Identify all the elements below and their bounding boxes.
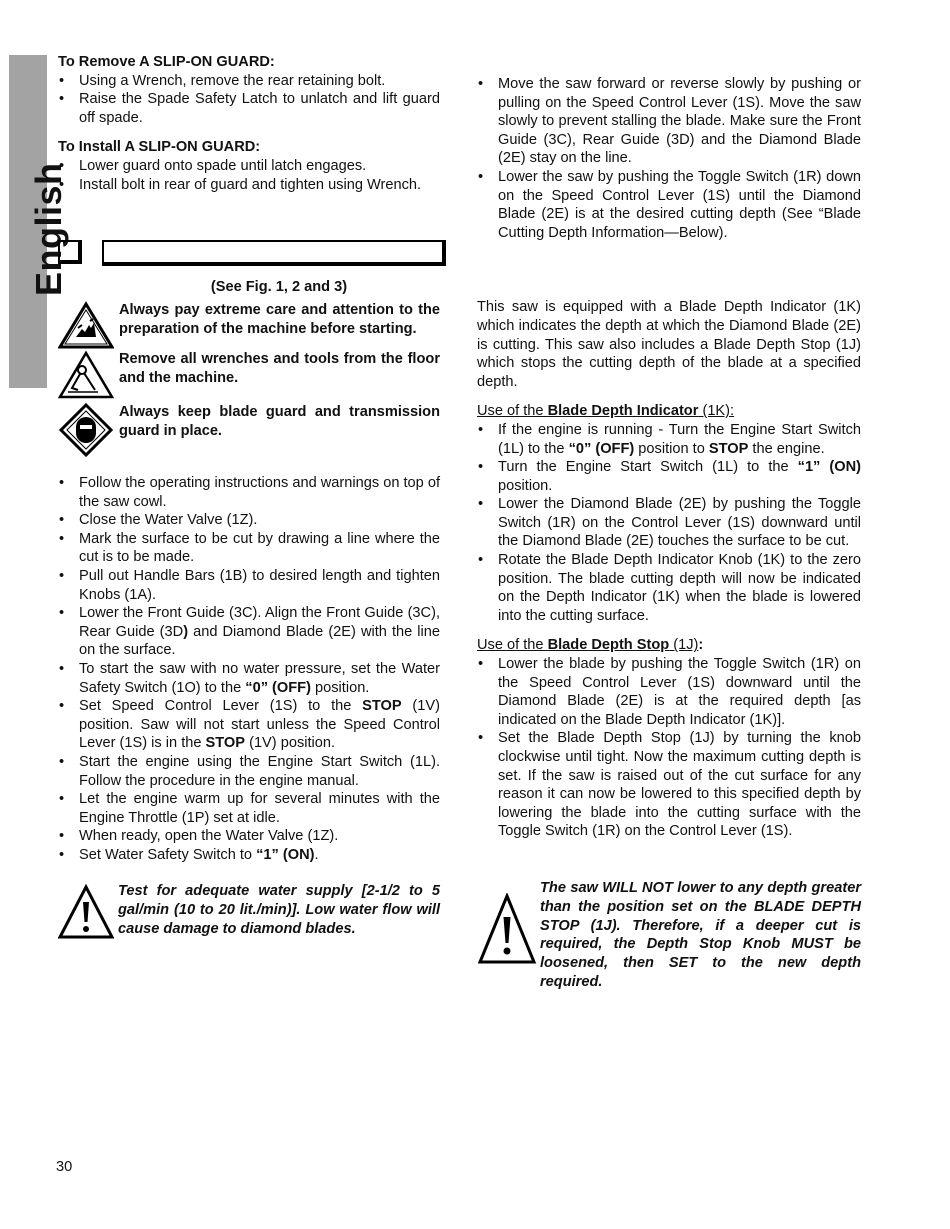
list-item: [58, 567, 440, 604]
warning-text: Always pay extreme care and attention to the preparation of the machine before starting.: [119, 302, 440, 337]
caution-icon: [58, 884, 114, 940]
install-guard-heading: To Install A SLIP-ON GUARD:: [58, 139, 261, 156]
text-run: and Diamond Blade (2E) with the line on the surface.: [79, 623, 440, 659]
text-run: Lower the Front Guide (3C). Align the Front Guide (3C), Rear Guide (3D: [79, 605, 440, 640]
remove-guard-heading: To Remove A SLIP-ON GUARD:: [58, 54, 275, 70]
text-run: Turn the Engine Start Switch (1L) to the: [498, 459, 798, 476]
hand-hazard-icon: [58, 301, 114, 349]
emphasis-text: STOP: [708, 440, 749, 457]
text-run: Lower the Diamond Blade (2E) by pushing the Toggle Switch (1R) on the Control Lever (1S) downward until the Diamond Blade (2E) touches the surface to be cut.: [498, 496, 861, 550]
heading-bold: Blade Depth Indicator: [547, 403, 699, 420]
list-item: [58, 474, 440, 511]
text-run: position to: [634, 440, 709, 457]
heading-suffix: (1K):: [698, 403, 735, 420]
list-item: [58, 530, 440, 567]
emphasis-text: “0” (OFF): [245, 679, 311, 696]
text-run: position.: [498, 477, 553, 494]
text-run: To start the saw with no water pressure, set the Water Safety Switch (1O) to the: [79, 660, 440, 696]
emphasis-text: ): [183, 623, 189, 640]
right-column: [477, 75, 861, 841]
text-run: the engine.: [748, 440, 825, 457]
text-run: Set Speed Control Lever (1S) to the: [79, 698, 363, 715]
list-item: [58, 753, 440, 790]
caution-text: The saw WILL NOT lower to any depth greater than the position set on the BLADE DEPTH STOP (1J). Therefore, if a deeper cut is required, the Depth Stop Knob MUST be loosened, then SET to the new depth required.: [540, 880, 861, 990]
text-run: Start the engine using the Engine Start Switch (1L). Follow the procedure in the engine manual.: [79, 753, 440, 789]
list-item: • Lower guard onto spade until latch engages.: [58, 157, 440, 176]
list-item: [58, 827, 440, 846]
caution-note: [477, 879, 861, 994]
heading-prefix: Use of the: [477, 403, 548, 420]
text-run: Let the engine warm up for several minutes with the Engine Throttle (1P) set at idle.: [79, 791, 440, 826]
operating-steps: [58, 474, 440, 864]
list-item: [58, 604, 440, 660]
text-run: (1V) position. Saw will not start unless the Speed Control Lever (1S) is in the: [79, 698, 440, 752]
emphasis-text: STOP: [205, 735, 246, 752]
install-guard-list: [58, 157, 440, 194]
text-run: Set Water Safety Switch to: [79, 846, 257, 863]
text-run: .: [314, 846, 319, 863]
indicator-heading: [477, 402, 861, 421]
list-item: • Using a Wrench, remove the rear retaining bolt.: [58, 72, 440, 91]
list-item: [58, 846, 440, 865]
list-item: [477, 495, 861, 551]
text-run: Pull out Handle Bars (1B) to desired length and tighten Knobs (1A).: [79, 567, 440, 603]
warning-row: [58, 301, 440, 349]
caution-icon: [477, 893, 537, 965]
language-tab-label: English: [28, 162, 69, 296]
text-run: Mark the surface to be cut by drawing a line where the cut is to be made.: [79, 530, 440, 566]
left-column-top: [58, 53, 440, 194]
heading-bold: Blade Depth Stop: [547, 637, 670, 654]
language-tab: [9, 55, 69, 388]
page-number: 30: [56, 1159, 73, 1175]
list-item: [58, 511, 440, 530]
operating-steps-list: [58, 474, 440, 864]
section-header-box: [58, 240, 448, 268]
heading-prefix: Use of the: [477, 637, 548, 654]
caution-note: [58, 882, 440, 942]
emphasis-text: STOP: [362, 698, 402, 715]
text-run: When ready, open the Water Valve (1Z).: [79, 828, 339, 845]
wrench-hazard-icon: [58, 350, 114, 400]
text-run: Close the Water Valve (1Z).: [79, 512, 258, 529]
text-run: If the engine is running - Turn the Engine Start Switch (1L) to the: [498, 421, 861, 457]
list-item: • Lower the blade by pushing the Toggle Switch (1R) on the Speed Control Lever (1S) downward until the Diamond Blade (2E) is at the required depth [as indicated on the Blade Depth Indicator (1K)].: [477, 655, 861, 729]
list-item: • Install bolt in rear of guard and tighten using Wrench.: [58, 176, 440, 195]
indicator-steps-list: [477, 421, 861, 626]
section-title-bar: [102, 240, 446, 266]
list-item: [58, 660, 440, 697]
list-item: [58, 697, 440, 753]
text-run: Follow the operating instructions and warnings on top of the saw cowl.: [79, 475, 441, 510]
warning-text: Remove all wrenches and tools from the floor and the machine.: [119, 351, 440, 386]
warning-text: Always keep blade guard and transmission guard in place.: [119, 404, 440, 439]
warning-row: [58, 350, 440, 400]
stop-heading: [477, 636, 861, 655]
warning-row: [58, 403, 440, 457]
list-item: • Raise the Spade Safety Latch to unlatch and lift guard off spade.: [58, 90, 440, 127]
stop-steps-list: [477, 655, 861, 841]
list-item: [477, 458, 861, 495]
emphasis-text: “1” (ON): [256, 846, 315, 863]
emphasis-text: “0” (OFF): [568, 440, 635, 457]
guard-hazard-icon: [58, 403, 114, 457]
list-item: [477, 551, 861, 625]
remove-guard-list: [58, 72, 440, 128]
list-item: • Move the saw forward or reverse slowly by pushing or pulling on the Speed Control Lever (1S). Move the saw slowly to prevent stalling the blade. Make sure the Front Guide (3C), Rear Guide (3D) and the Diamond Blade (2E) stay on the line.: [477, 75, 861, 168]
saw-operation-list: [477, 75, 861, 242]
depth-intro-paragraph: This saw is equipped with a Blade Depth Indicator (1K) which indicates the depth at which the Diamond Blade (2E) is cutting. This saw also includes a Blade Depth Stop (1J) which stops the cutting depth of the blade at a specified depth.: [477, 299, 861, 390]
figure-reference: (See Fig. 1, 2 and 3): [210, 279, 348, 295]
text-run: (1V) position.: [245, 735, 336, 752]
list-item: • Set the Blade Depth Stop (1J) by turning the knob clockwise until tight. Now the maximum cutting depth is set. If the saw is raised out of the cut surface for any reason it can now be lowered to this specified depth by lowering the blade into the cutting surface with the Toggle Switch (1R) on the Control Lever (1S).: [477, 729, 861, 841]
text-run: Rotate the Blade Depth Indicator Knob (1K) to the zero position. The blade cutting depth will now be indicated on the Depth Indicator (1K) when the blade is lowered into the cutting surface.: [498, 552, 861, 624]
heading-colon: :: [698, 637, 704, 654]
list-item: [58, 790, 440, 827]
caution-text: Test for adequate water supply [2-1/2 to 5 gal/min (10 to 20 lit./min)]. Low water flow will cause damage to diamond blades.: [118, 883, 440, 937]
emphasis-text: “1” (ON): [797, 459, 861, 476]
list-item: • Lower the saw by pushing the Toggle Switch (1R) down on the Speed Control Lever (1S) until the Diamond Blade (2E) is at the desired cutting depth (See “Blade Cutting Depth Information—Below).: [477, 168, 861, 242]
text-run: position.: [310, 679, 370, 696]
heading-suffix: (1J): [669, 637, 699, 654]
section-checkbox-icon: [58, 240, 82, 264]
list-item: [477, 421, 861, 458]
